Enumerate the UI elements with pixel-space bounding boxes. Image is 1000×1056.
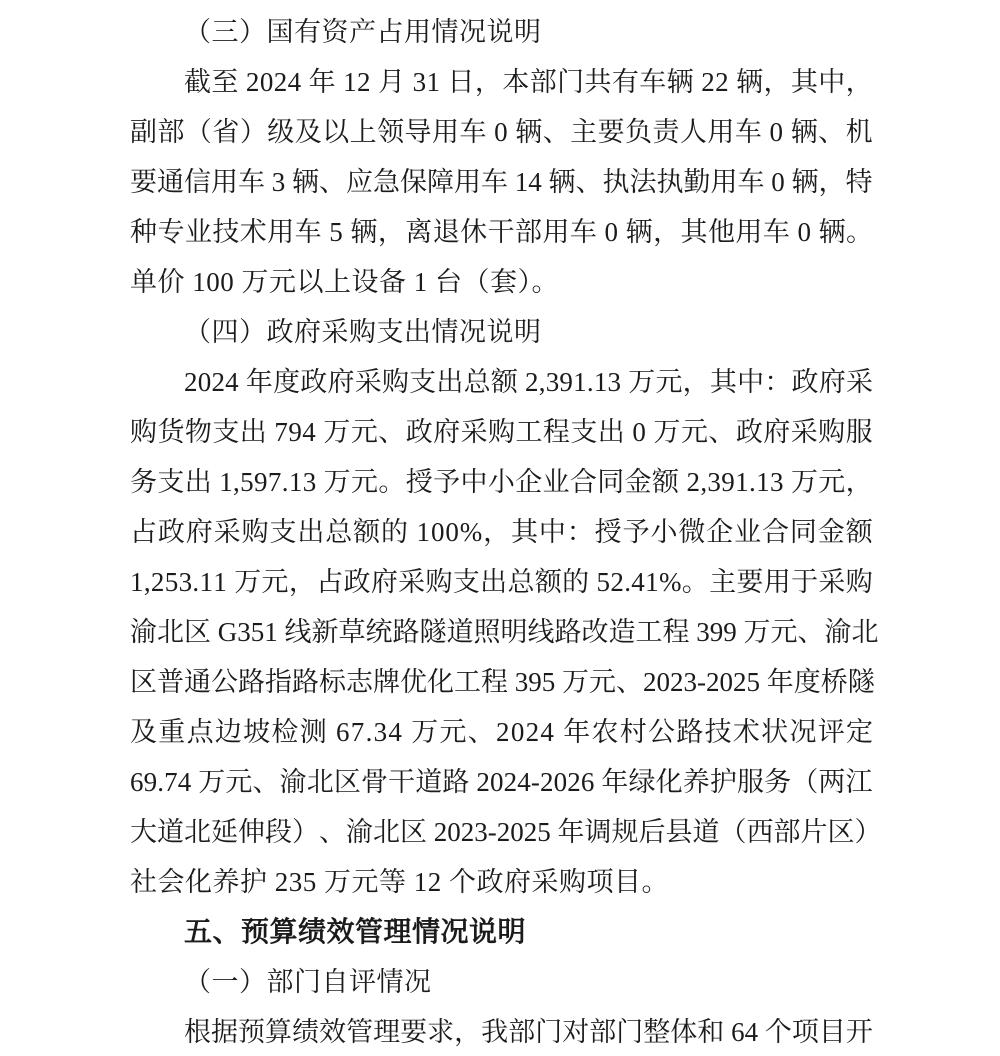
procurement-paragraph [130, 357, 882, 907]
state-assets-paragraph-line: 要 通 信 用 车 3 辆 、 应 急 保 障 用 车 1 4 辆 、 执 法 执 勤 用 车 0 辆 ， 特 [130, 167, 873, 197]
procurement-paragraph-line: 渝 北 区 G 3 5 1 线 新 草 统 路 隧 道 照 明 线 路 改 造 工 程 3 9 9 万 元 、 渝 北 [130, 617, 879, 647]
section-5-heading-line: 五、预算绩效管理情况说明 [184, 916, 527, 947]
state-assets-paragraph [130, 57, 873, 307]
section-5-heading [130, 907, 873, 957]
document-body [130, 7, 882, 1056]
procurement-paragraph-line: 1 , 2 5 3 . 1 1 万 元 ， 占 政 府 采 购 支 出 总 额 的 5 2 . 4 1 % 。 主 要 用 于 采 购 [130, 567, 873, 597]
state-assets-paragraph-line: 种 专 业 技 术 用 车 5 辆 ， 离 退 休 干 部 用 车 0 辆 ， 其 他 用 车 0 辆 。 [130, 217, 873, 247]
procurement-paragraph-line: 2 0 2 4 年 度 政 府 采 购 支 出 总 额 2 , 3 9 1 . 1 3 万 元 ， 其 中 ： 政 府 采 [184, 367, 873, 397]
state-assets-paragraph-line: 副 部 （ 省 ） 级 及 以 上 领 导 用 车 0 辆 、 主 要 负 责 人 用 车 0 辆 、 机 [130, 117, 873, 147]
procurement-paragraph-line: 占 政 府 采 购 支 出 总 额 的 1 0 0 % ， 其 中 ： 授 予 小 微 企 业 合 同 金 额 [130, 517, 873, 547]
section-5-1-heading [130, 957, 873, 1007]
self-evaluation-paragraph [130, 1007, 873, 1056]
state-assets-paragraph-line: 单价 100 万元以上设备 1 台（套）。 [130, 267, 559, 297]
section-4-heading [130, 307, 873, 357]
state-assets-paragraph-line: 截 至 2 0 2 4 年 1 2 月 3 1 日 ， 本 部 门 共 有 车 辆 2 2 辆 ， 其 中 ， [184, 67, 873, 97]
procurement-paragraph-line: 大 道 北 延 伸 段 ） 、 渝 北 区 2 0 2 3 - 2 0 2 5 年 调 规 后 县 道 （ 西 部 片 区 ） [130, 817, 882, 847]
procurement-paragraph-line: 及 重 点 边 坡 检 测 6 7 . 3 4 万 元 、 2 0 2 4 年 农 村 公 路 技 术 状 况 评 定 [130, 717, 873, 747]
procurement-paragraph-line: 区 普 通 公 路 指 路 标 志 牌 优 化 工 程 3 9 5 万 元 、 2 0 2 3 - 2 0 2 5 年 度 桥 隧 [130, 667, 875, 697]
section-3-heading-line: （三）国有资产占用情况说明 [184, 17, 542, 47]
procurement-paragraph-line: 社会化养护 235 万元等 12 个政府采购项目。 [130, 867, 669, 897]
section-3-heading [130, 7, 873, 57]
procurement-paragraph-line: 务 支 出 1 , 5 9 7 . 1 3 万 元 。 授 予 中 小 企 业 合 同 金 额 2 , 3 9 1 . 1 3 万 元 ， [130, 467, 873, 497]
section-5-1-heading-line: （一）部门自评情况 [184, 967, 432, 997]
section-4-heading-line: （四）政府采购支出情况说明 [184, 317, 542, 347]
procurement-paragraph-line: 6 9 . 7 4 万 元 、 渝 北 区 骨 干 道 路 2 0 2 4 - 2 0 2 6 年 绿 化 养 护 服 务 （ 两 江 [130, 767, 873, 797]
self-evaluation-paragraph-line: 根 据 预 算 绩 效 管 理 要 求 ， 我 部 门 对 部 门 整 体 和 6 4 个 项 目 开 [184, 1017, 873, 1047]
procurement-paragraph-line: 购 货 物 支 出 7 9 4 万 元 、 政 府 采 购 工 程 支 出 0 万 元 、 政 府 采 购 服 [130, 417, 873, 447]
